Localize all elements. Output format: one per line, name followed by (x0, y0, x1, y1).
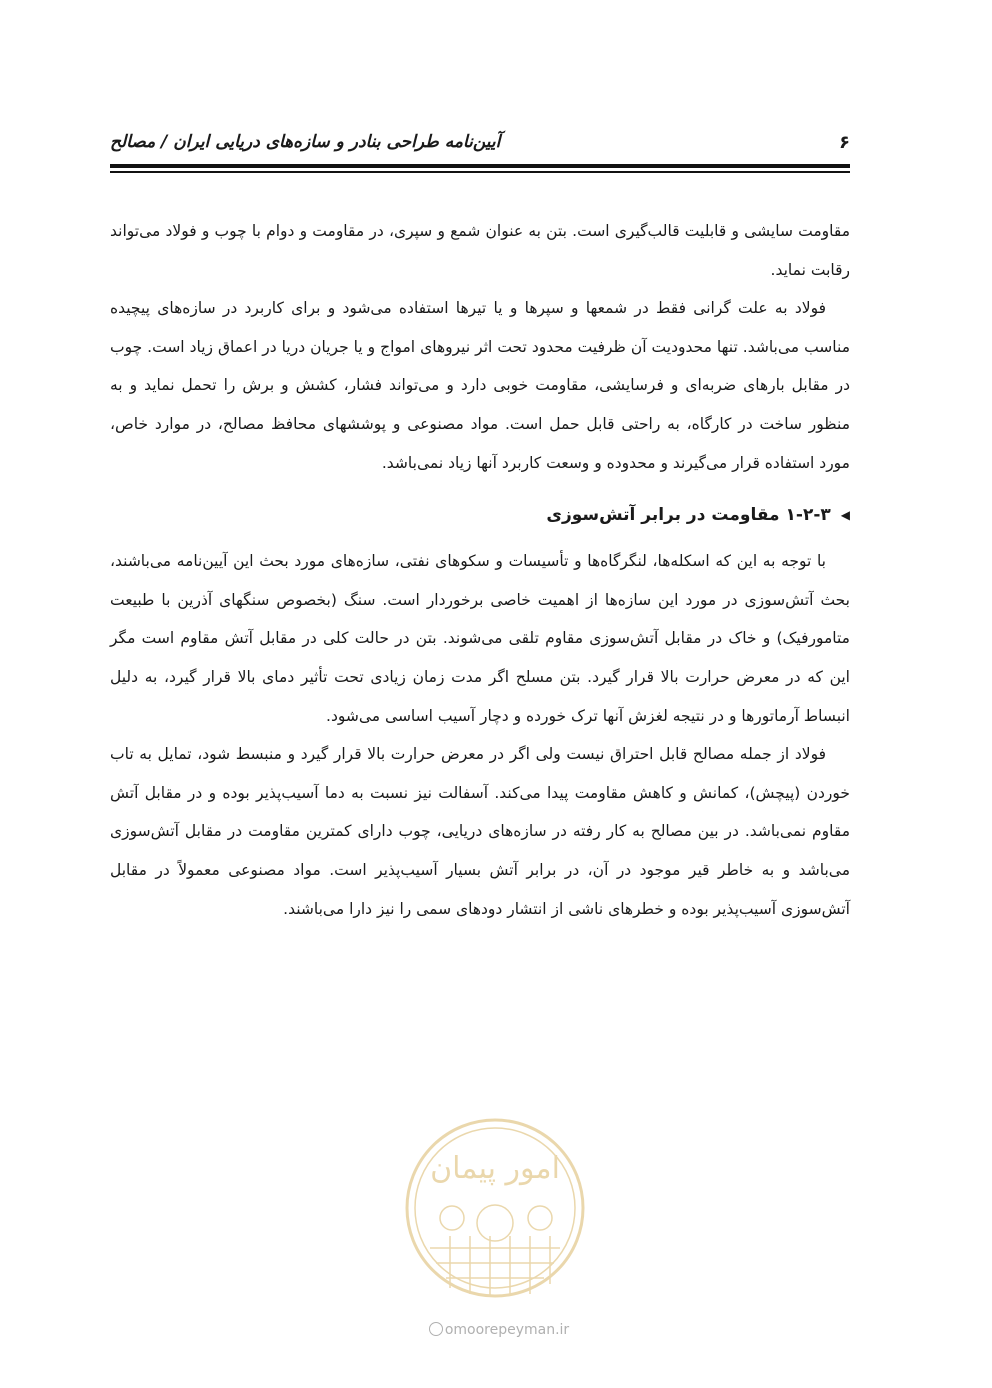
paragraph-2: فولاد به علت گرانی فقط در شمعها و سپرها و یا تیرها استفاده می‌شود و برای کاربرد در سازه‌های پیچیده مناسب می‌باشد. تنها محدودیت آن ظرفیت محدود تحت اثر نیروهای امواج و یا جریان دریا در اعماق زیاد است. چوب در مقابل بارهای ضربه‌ای و فرسایشی، مقاومت خوبی دارد و می‌تواند فشار، کشش و برش را تحمل نماید و به منظور ساخت در کارگاه، به راحتی قابل حمل است. مواد مصنوعی و پوششهای محافظ مصالح، در موارد خاص، مورد استفاده قرار می‌گیرند و محدوده و وسعت کاربرد آنها زیاد نمی‌باشد. (110, 299, 850, 472)
running-title: آیین‌نامه طراحی بنادر و سازه‌های دریایی ایران / مصالح (110, 132, 501, 152)
watermark-site-text: omoorepeyman.ir (444, 1322, 570, 1338)
header-rule-thick (110, 164, 850, 168)
paragraph-3: با توجه به این که اسکله‌ها، لنگرگاه‌ها و تأسیسات و سکوهای نفتی، سازه‌های مورد بحث این آیین‌نامه می‌باشند، بحث آتش‌سوزی در مورد این سازه‌ها از اهمیت خاصی برخوردار است. سنگ (بخصوص سنگهای آذرین با طبیعت متامورفیک) و خاک در مقابل آتش‌سوزی مقاوم تلقی می‌شوند. بتن در حالت کلی در مقابل آتش مقاوم است مگر این که در معرض حرارت بالا قرار گیرد. بتن مسلح اگر مدت زمان زیادی تحت تأثیر دمای بالا قرار گیرد، به دلیل انبساط آرماتورها و در نتیجه لغزش آنها ترک خورده و دچار آسیب اساسی می‌شود. (110, 552, 850, 725)
watermark-logo-text: امور پیمان (430, 1151, 560, 1186)
page-header (110, 124, 850, 164)
watermark-site (404, 1322, 594, 1338)
header-rule-thin (110, 171, 850, 173)
watermark-logo (400, 1108, 590, 1308)
paragraph-4: فولاد از جمله مصالح قابل احتراق نیست ولی اگر در معرض حرارت بالا قرار گیرد و منبسط شود، تمایل به تاب خوردن (پیچش)، کمانش و کاهش مقاومت پیدا می‌کند. آسفالت نیز نسبت به دما آسیب‌پذیر بوده و در مقابل آتش مقاوم نمی‌باشد. در بین مصالح به کار رفته در سازه‌های دریایی، چوب دارای کمترین مقاومت در مقابل آتش‌سوزی می‌باشد و به خاطر قیر موجود در آن، در برابر آتش بسیار آسیب‌پذیر است. مواد مصنوعی معمولاً در مقابل آتش‌سوزی آسیب‌پذیر بوده و خطرهای ناشی از انتشار دودهای سمی را نیز دارا می‌باشند. (110, 745, 850, 918)
page-number: ۶ (839, 132, 850, 153)
heading-marker-icon: ◀ (840, 508, 850, 523)
globe-icon (429, 1322, 443, 1336)
paragraph-1: مقاومت سایشی و قابلیت قالب‌گیری است. بتن به عنوان شمع و سپری، در مقاومت و دوام با چوب و فولاد می‌تواند رقابت نماید. (110, 222, 850, 279)
section-heading (110, 496, 850, 534)
body-text (110, 212, 850, 928)
section-heading-text: ۱-۲-۳ مقاومت در برابر آتش‌سوزی (546, 505, 831, 526)
